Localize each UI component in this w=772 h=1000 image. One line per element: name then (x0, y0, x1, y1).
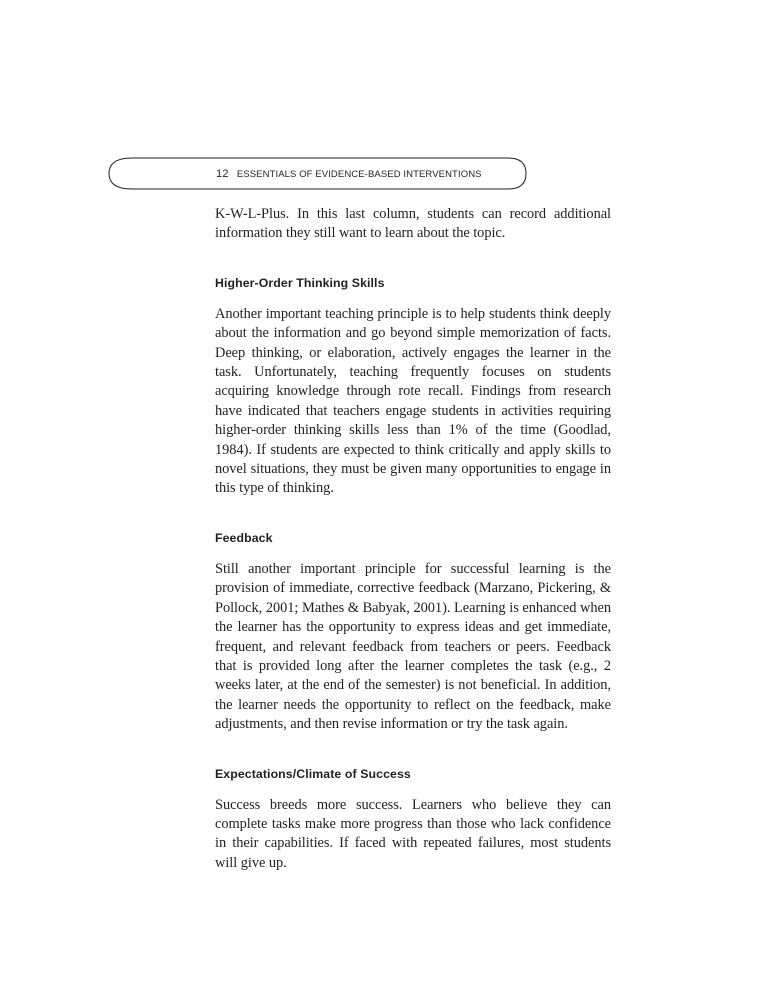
page-number: 12 (216, 168, 229, 180)
section-heading-higher-order-thinking: Higher-Order Thinking Skills (215, 275, 385, 290)
running-head (108, 157, 528, 190)
section-heading-feedback: Feedback (215, 530, 273, 545)
section-paragraph-expectations: Success breeds more success. Learners who believe they can complete tasks make more progress than those who lack confidence in their capabilities. If faced with repeated failures, most students will give up. (215, 796, 611, 871)
body-text (215, 205, 611, 873)
running-head-text (108, 157, 482, 190)
intro-paragraph: K-W-L-Plus. In this last column, students can record additional information they still want to learn about the topic. (215, 206, 611, 242)
running-title: ESSENTIALS OF EVIDENCE-BASED INTERVENTIONS (236, 168, 482, 180)
section-heading-expectations: Expectations/Climate of Success (215, 766, 411, 781)
section-paragraph-higher-order-thinking: Another important teaching principle is to help students think deeply about the information and go beyond simple memorization of facts. Deep thinking, or elaboration, actively engages the learner in the task. Unfortunately, teaching frequently focuses on students acquiring knowledge through rote recall. Findings from research have indicated that teachers engage students in activities requiring higher-order thinking skills less than 1% of the time (Goodlad, 1984). If students are expected to think critically and apply skills to novel situations, they must be given many opportunities to engage in this type of thinking. (215, 305, 611, 497)
section-paragraph-feedback: Still another important principle for successful learning is the provision of immediate, corrective feedback (Marzano, Pickering, & Pollock, 2001; Mathes & Babyak, 2001). Learning is enhanced when the learner has the opportunity to express ideas and get immediate, frequent, and relevant feedback from teachers or peers. Feedback that is provided long after the learner completes the task (e.g., 2 weeks later, at the end of the semester) is not beneficial. In addition, the learner needs the opportunity to reflect on the feedback, make adjustments, and then revise information or try the task again. (215, 560, 611, 733)
